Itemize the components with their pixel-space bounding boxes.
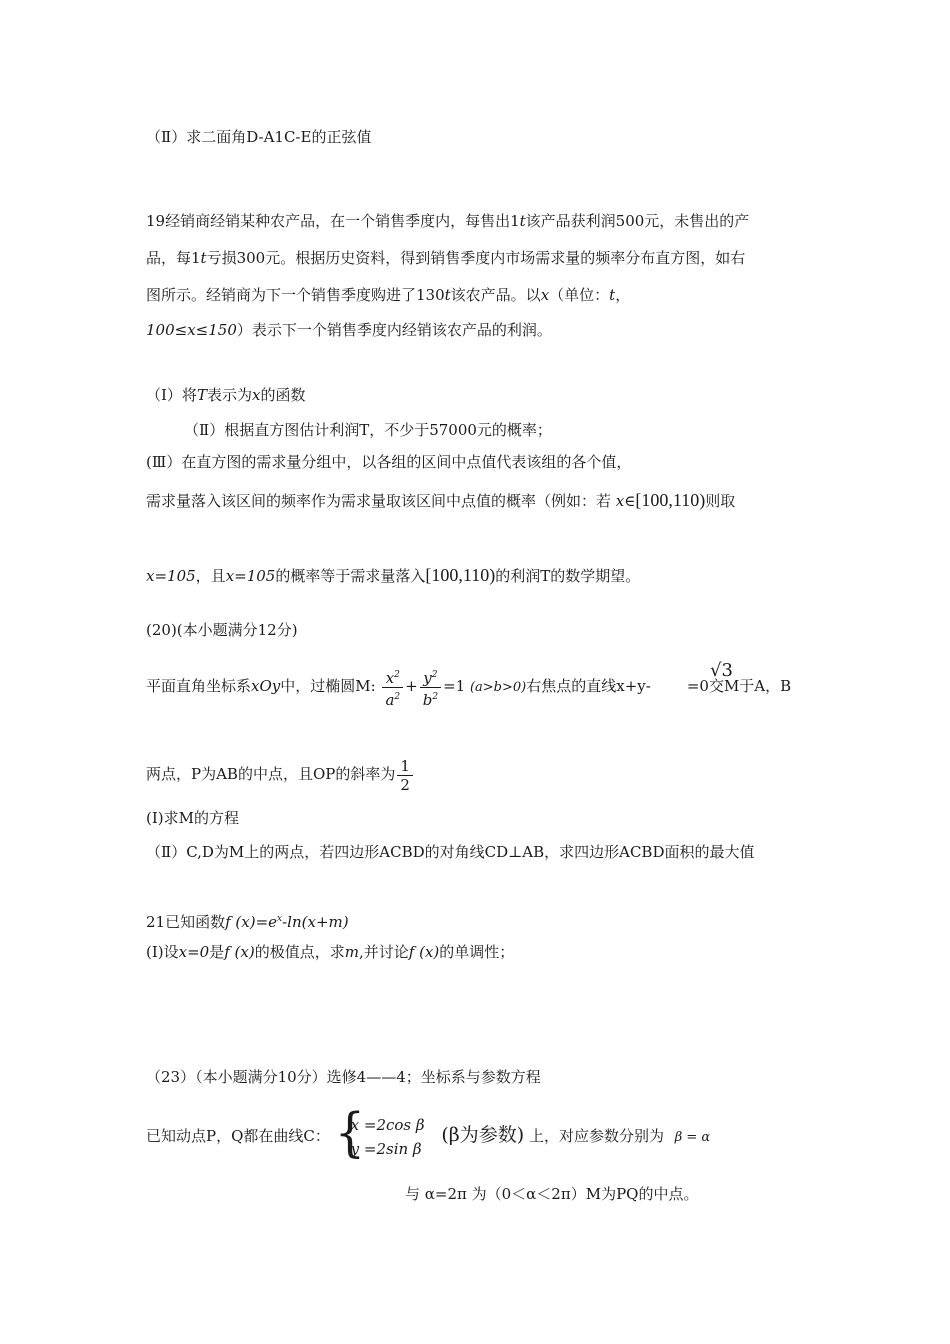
fraction-x2-a2 (382, 666, 403, 709)
denominator: b (422, 690, 433, 709)
q19-part1 (146, 385, 305, 405)
q23-header: （23）（本小题满分10分）选修4——4；坐标系与参数方程 (146, 1068, 541, 1086)
text: 的单调性； (439, 943, 515, 961)
unit-t: t (519, 212, 526, 230)
q20-part2: （Ⅱ）C,D为M上的两点，若四边形ACBD的对角线CD⊥AB，求四边形ACBD面积的最大值 (146, 843, 755, 861)
q18-part2: （Ⅱ）求二面角D-A1C-E的正弦值 (146, 128, 372, 146)
text: 两点，P为AB的中点，且OP的斜率为 (146, 765, 396, 783)
var-x: x (615, 492, 625, 510)
text: （Ⅰ）将 (146, 386, 197, 404)
q20-header: (20)(本小题满分12分) (146, 621, 298, 639)
q19-intro-line2 (146, 248, 745, 268)
text: 中，过椭圆M: (280, 677, 376, 695)
var-x: x (540, 286, 550, 304)
denominator: 2 (400, 775, 410, 794)
fraction-one-half (397, 757, 413, 794)
text: 右焦点的直线x+y- (526, 677, 651, 695)
parameter-note: (β为参数) (441, 1124, 525, 1146)
text: 品，每1 (146, 249, 201, 267)
equation-x: x =2cos β (350, 1116, 425, 1134)
beta-equals-alpha: β = α (674, 1130, 711, 1145)
text: 21已知函数 (146, 913, 226, 931)
text: （单位： (549, 286, 610, 304)
text: 上，对应参数分别为 (528, 1127, 664, 1145)
q21-line1 (146, 909, 349, 932)
text: ）表示下一个销售季度内经销该农产品的利润。 (236, 321, 552, 339)
q19-intro-line3 (146, 285, 630, 305)
text: 图所示。经销商为下一个销售季度购进了130 (146, 286, 445, 304)
var: x=0 (178, 943, 210, 961)
text: 表示为 (206, 386, 252, 404)
exponent: 2 (394, 669, 400, 680)
q21-part1 (146, 942, 514, 962)
q20-part1: (Ⅰ)求M的方程 (146, 809, 239, 827)
denominator: a (385, 690, 395, 709)
text: 则取 (705, 492, 736, 510)
exponent: 2 (394, 691, 401, 702)
function: f (x) (408, 943, 440, 961)
text: 需求量落入该区间的频率作为需求量取该区间中点值的概率（例如：若 (146, 492, 612, 510)
text: 平面直角坐标系 (146, 677, 252, 695)
coord-system: xOy (251, 677, 281, 695)
text: 亏损300元。根据历史资料，得到销售季度内市场需求量的频率分布直方图，如右 (206, 249, 746, 267)
text: 已知动点P，Q都在曲线C： (146, 1127, 330, 1145)
text: 19经销商经销某种农产品，在一个销售季度内，每售出1 (146, 212, 520, 230)
var-x: x (251, 386, 261, 404)
text: 的利润T的数学期望。 (495, 567, 641, 585)
q23-line2: 与 α=2π 为（0＜α＜2π）M为PQ的中点。 (405, 1185, 699, 1203)
text: 的概率等于需求量落入 (275, 567, 426, 585)
q23-line1 (146, 1102, 711, 1166)
var-x-eq: x=105 (225, 567, 276, 585)
unit-t: t (609, 286, 616, 304)
numerator: y (423, 668, 432, 687)
q19-intro-line4 (146, 320, 552, 340)
equals-one: =1 (443, 677, 466, 695)
unit-t: t (200, 249, 207, 267)
text: 是 (209, 943, 225, 961)
function: f (x)=e (225, 913, 278, 931)
var-T: T (196, 386, 207, 404)
text: ， (615, 286, 631, 304)
q19-part3: (Ⅲ）在直方图的需求量分组中，以各组的区间中点值代表该组的各个值， (146, 453, 632, 471)
q19-part3-line2 (146, 490, 735, 511)
text: 该产品获利润500元，未售出的产 (525, 212, 750, 230)
interval: [100,110) (635, 490, 706, 510)
text: =0交M于A，B (686, 677, 792, 695)
text: ，且 (195, 567, 226, 585)
q20-line2 (146, 752, 415, 796)
q19-part2: （Ⅱ）根据直方图估计利润T，不少于57000元的概率； (184, 421, 552, 439)
interval: [100,110) (425, 565, 496, 585)
equation-y: y =2sin β (350, 1140, 422, 1158)
text: (Ⅰ)设 (146, 943, 179, 961)
left-brace: { (334, 1102, 366, 1164)
exponent: x (277, 914, 283, 924)
parametric-system (334, 1102, 425, 1164)
text: 的函数 (260, 386, 306, 404)
exponent: 2 (432, 691, 439, 702)
condition: (a>b>0) (469, 680, 527, 695)
element-of-symbol: ∈ (624, 492, 636, 510)
q20-line1 (146, 664, 791, 710)
function: -ln(x+m) (282, 913, 349, 931)
q19-part3-line3 (146, 565, 640, 586)
unit-t: t (444, 286, 451, 304)
range: 100≤x≤150 (146, 321, 237, 339)
plus-sign: + (405, 677, 418, 695)
sqrt-3: √3 (710, 660, 733, 681)
function: f (x) (224, 943, 255, 961)
exponent: 2 (431, 669, 438, 680)
text: 的极值点，求 (254, 943, 345, 961)
numerator: x (385, 668, 395, 687)
var: m (344, 943, 359, 961)
text: 该农产品。以 (450, 286, 541, 304)
q19-intro-line1 (146, 211, 749, 231)
text: ,并讨论 (358, 943, 409, 961)
fraction-y2-b2 (420, 666, 441, 709)
numerator: 1 (397, 757, 413, 776)
var-x-eq: x=105 (146, 567, 196, 585)
